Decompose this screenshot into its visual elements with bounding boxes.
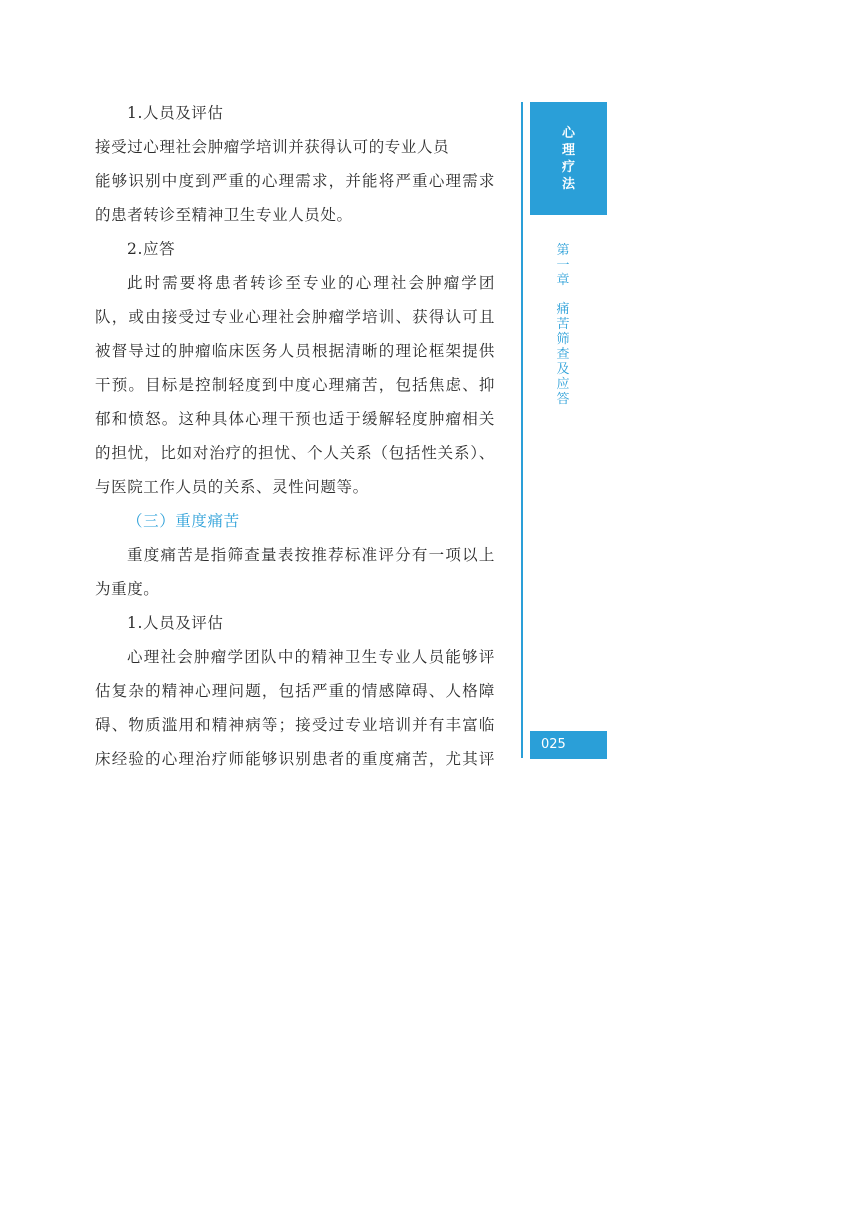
chapter-label — [553, 243, 573, 407]
chapter-title-char: 及 — [556, 362, 570, 377]
section-char: 疗 — [561, 159, 575, 175]
chapter-title-char: 痛 — [556, 302, 570, 317]
text-line: 重度痛苦是指筛查量表按推荐标准评分有一项以上 — [127, 546, 495, 564]
text-line: 队，或由接受过专业心理社会肿瘤学培训、获得认可且 — [95, 308, 495, 326]
page-number: 025 — [530, 731, 607, 759]
section-char: 心 — [561, 125, 575, 141]
text-line: 干预。目标是控制轻度到中度心理痛苦，包括焦虑、抑 — [95, 376, 495, 394]
section-char: 理 — [561, 142, 575, 158]
chapter-title-char: 筛 — [556, 332, 570, 347]
text-line: 1.人员及评估 — [127, 104, 224, 122]
chapter-char: 第 — [556, 243, 570, 258]
text-line: 郁和愤怒。这种具体心理干预也适于缓解轻度肿瘤相关 — [95, 410, 495, 428]
chapter-title-char: 苦 — [556, 317, 570, 332]
text-line: 为重度。 — [95, 580, 160, 598]
text-line: 接受过心理社会肿瘤学培训并获得认可的专业人员 — [95, 138, 450, 156]
chapter-title-char: 查 — [556, 347, 570, 362]
body-text — [95, 96, 495, 776]
text-line: 的担忧，比如对治疗的担忧、个人关系（包括性关系）、 — [95, 444, 495, 462]
text-line: 被督导过的肿瘤临床医务人员根据清晰的理论框架提供 — [95, 342, 495, 360]
chapter-title-char: 答 — [556, 392, 570, 407]
text-line: 床经验的心理治疗师能够识别患者的重度痛苦，尤其评 — [95, 750, 495, 768]
chapter-title-char: 应 — [556, 377, 570, 392]
text-line: 心理社会肿瘤学团队中的精神卫生专业人员能够评 — [127, 648, 495, 666]
text-line: 碍、物质滥用和精神病等；接受过专业培训并有丰富临 — [95, 716, 495, 734]
text-line: 估复杂的精神心理问题，包括严重的情感障碍、人格障 — [95, 682, 495, 700]
section-tab — [530, 102, 607, 215]
chapter-char: 一 — [556, 258, 570, 273]
text-line: 1.人员及评估 — [127, 614, 224, 632]
text-line: 与医院工作人员的关系、灵性问题等。 — [95, 478, 369, 496]
text-line: 的患者转诊至精神卫生专业人员处。 — [95, 206, 353, 224]
section-char: 法 — [561, 176, 575, 192]
text-line: 2.应答 — [127, 240, 176, 258]
text-line: 能够识别中度到严重的心理需求，并能将严重心理需求 — [95, 172, 495, 190]
section-heading: （三）重度痛苦 — [127, 512, 240, 530]
text-line: 此时需要将患者转诊至专业的心理社会肿瘤学团 — [127, 274, 495, 292]
margin-rule — [521, 102, 523, 758]
chapter-char: 章 — [556, 273, 570, 288]
